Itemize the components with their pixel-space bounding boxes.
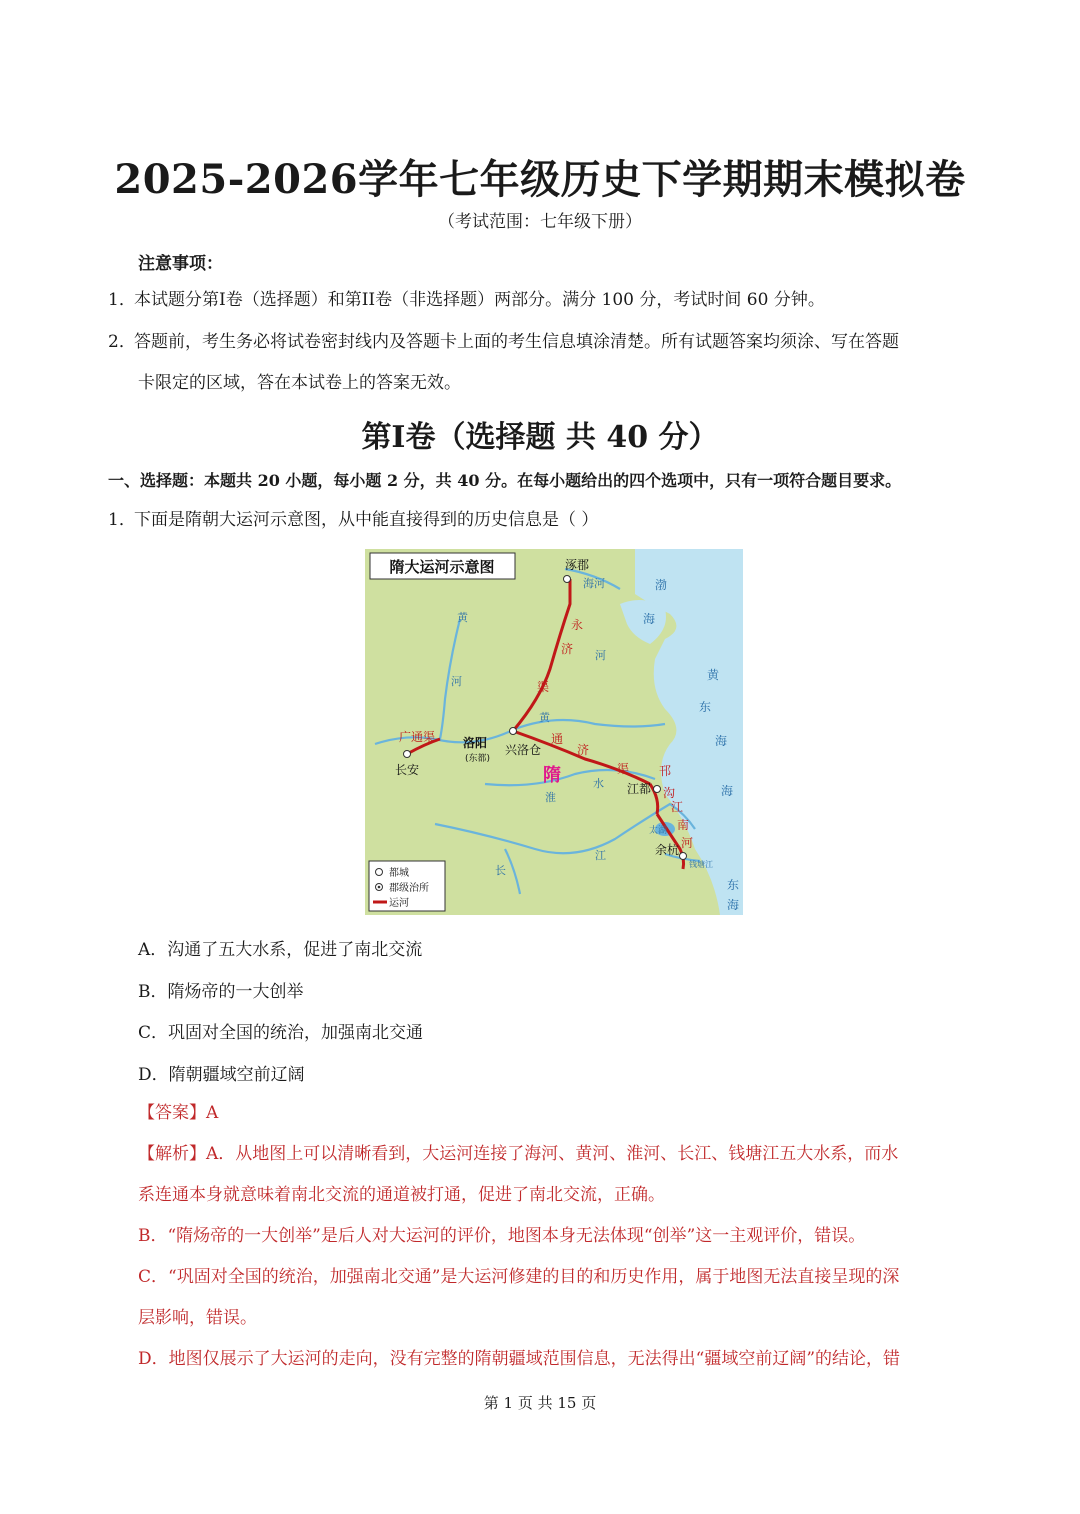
legend-label: 运河 (389, 898, 409, 909)
city-label: 洛阳 (463, 736, 488, 750)
sea-label: 海 (721, 784, 734, 798)
river-label: 水 (593, 777, 604, 790)
city-label: 涿郡 (565, 558, 590, 572)
notice-heading: 注意事项： (138, 254, 223, 274)
legend-label: 郡级治所 (389, 883, 429, 894)
canal-label: 邗 (659, 764, 672, 778)
grand-canal-map (365, 549, 743, 915)
canal-label: 广通渠 (399, 730, 436, 744)
analysis-line: 层影响，错误。 (138, 1308, 257, 1328)
river-label: 河 (595, 649, 606, 662)
canal-label: 永 (571, 618, 584, 632)
canal-label: 济 (577, 743, 590, 757)
option-a: A．沟通了五大水系，促进了南北交流 (138, 940, 423, 960)
river-label: 黄 (539, 711, 550, 724)
sea-label: 东 (699, 700, 712, 714)
country-label: 隋 (543, 765, 561, 786)
answer: 【答案】A (138, 1103, 219, 1123)
analysis-line: C．“巩固对全国的统治，加强南北交通”是大运河修建的目的和历史作用，属于地图无法直接呈现的深 (138, 1267, 900, 1287)
analysis-line: D．地图仅展示了大运河的走向，没有完整的隋朝疆域范围信息，无法得出“疆域空前辽阔”的结论，错 (138, 1349, 901, 1369)
option-b: B．隋炀帝的一大创举 (138, 982, 304, 1002)
city-label: 兴洛仓 (505, 743, 542, 757)
city-label: (东都) (465, 754, 491, 764)
river-label: 江 (595, 849, 606, 862)
canal-label: 通 (551, 732, 564, 746)
option-c: C．巩固对全国的统治，加强南北交通 (138, 1023, 424, 1043)
notice-item-continued: 卡限定的区域，答在本试卷上的答案无效。 (138, 373, 461, 393)
sea-label: 东 (727, 878, 740, 892)
canal-label: 河 (681, 836, 694, 850)
exam-scope: （考试范围：七年级下册） (438, 212, 642, 232)
river-label: 钱塘江 (689, 860, 713, 869)
river-label: 长 (495, 864, 506, 877)
question-stem: 1．下面是隋朝大运河示意图，从中能直接得到的历史信息是（ ） (108, 510, 599, 530)
river-label: 黄 (457, 611, 468, 624)
analysis-line: 系连通本身就意味着南北交流的通道被打通，促进了南北交流，正确。 (138, 1185, 665, 1205)
section-title: 第I卷（选择题 共 40 分） (361, 420, 719, 455)
river-label: 海河 (583, 577, 605, 590)
notice-item: 1．本试题分第I卷（选择题）和第II卷（非选择题）两部分。满分 100 分，考试时间 60 分钟。 (108, 290, 825, 310)
canal-label: 渠 (537, 680, 550, 694)
analysis-line: 【解析】A．从地图上可以清晰看到，大运河连接了海河、黄河、淮河、长江、钱塘江五大水系，而水 (138, 1144, 899, 1164)
canal-label: 南 (677, 818, 690, 832)
page-footer: 第 1 页 共 15 页 (483, 1394, 597, 1412)
river-label: 太湖 (649, 826, 668, 836)
canal-label: 济 (561, 642, 574, 656)
sea-label: 海 (727, 898, 740, 912)
sea-label: 黄 (707, 668, 720, 682)
sea-label: 海 (715, 734, 728, 748)
sea-label: 海 (643, 612, 656, 626)
sea-label: 渤 (655, 578, 668, 592)
city-label: 余杭 (655, 843, 680, 857)
canal-label: 沟 (663, 786, 676, 800)
part-heading: 一、选择题：本题共 20 小题，每小题 2 分，共 40 分。在每小题给出的四个选项中，只有一项符合题目要求。 (108, 471, 902, 490)
page-title: 2025-2026学年七年级历史下学期期末模拟卷 (114, 156, 966, 203)
legend-label: 都城 (389, 868, 409, 879)
canal-label: 渠 (617, 762, 630, 776)
analysis-line: B．“隋炀帝的一大创举”是后人对大运河的评价，地图本身无法体现“创举”这一主观评价，错误。 (138, 1226, 866, 1246)
canal-label: 江 (671, 800, 684, 814)
option-d: D．隋朝疆域空前辽阔 (138, 1065, 305, 1085)
notice-item: 2．答题前，考生务必将试卷密封线内及答题卡上面的考生信息填涂清楚。所有试题答案均须涂、写在答题 (108, 332, 899, 352)
river-label: 淮 (545, 791, 556, 804)
city-label: 长安 (395, 763, 420, 777)
map-title: 隋大运河示意图 (389, 558, 495, 576)
city-label: 江都 (627, 782, 652, 796)
river-label: 河 (451, 675, 462, 688)
